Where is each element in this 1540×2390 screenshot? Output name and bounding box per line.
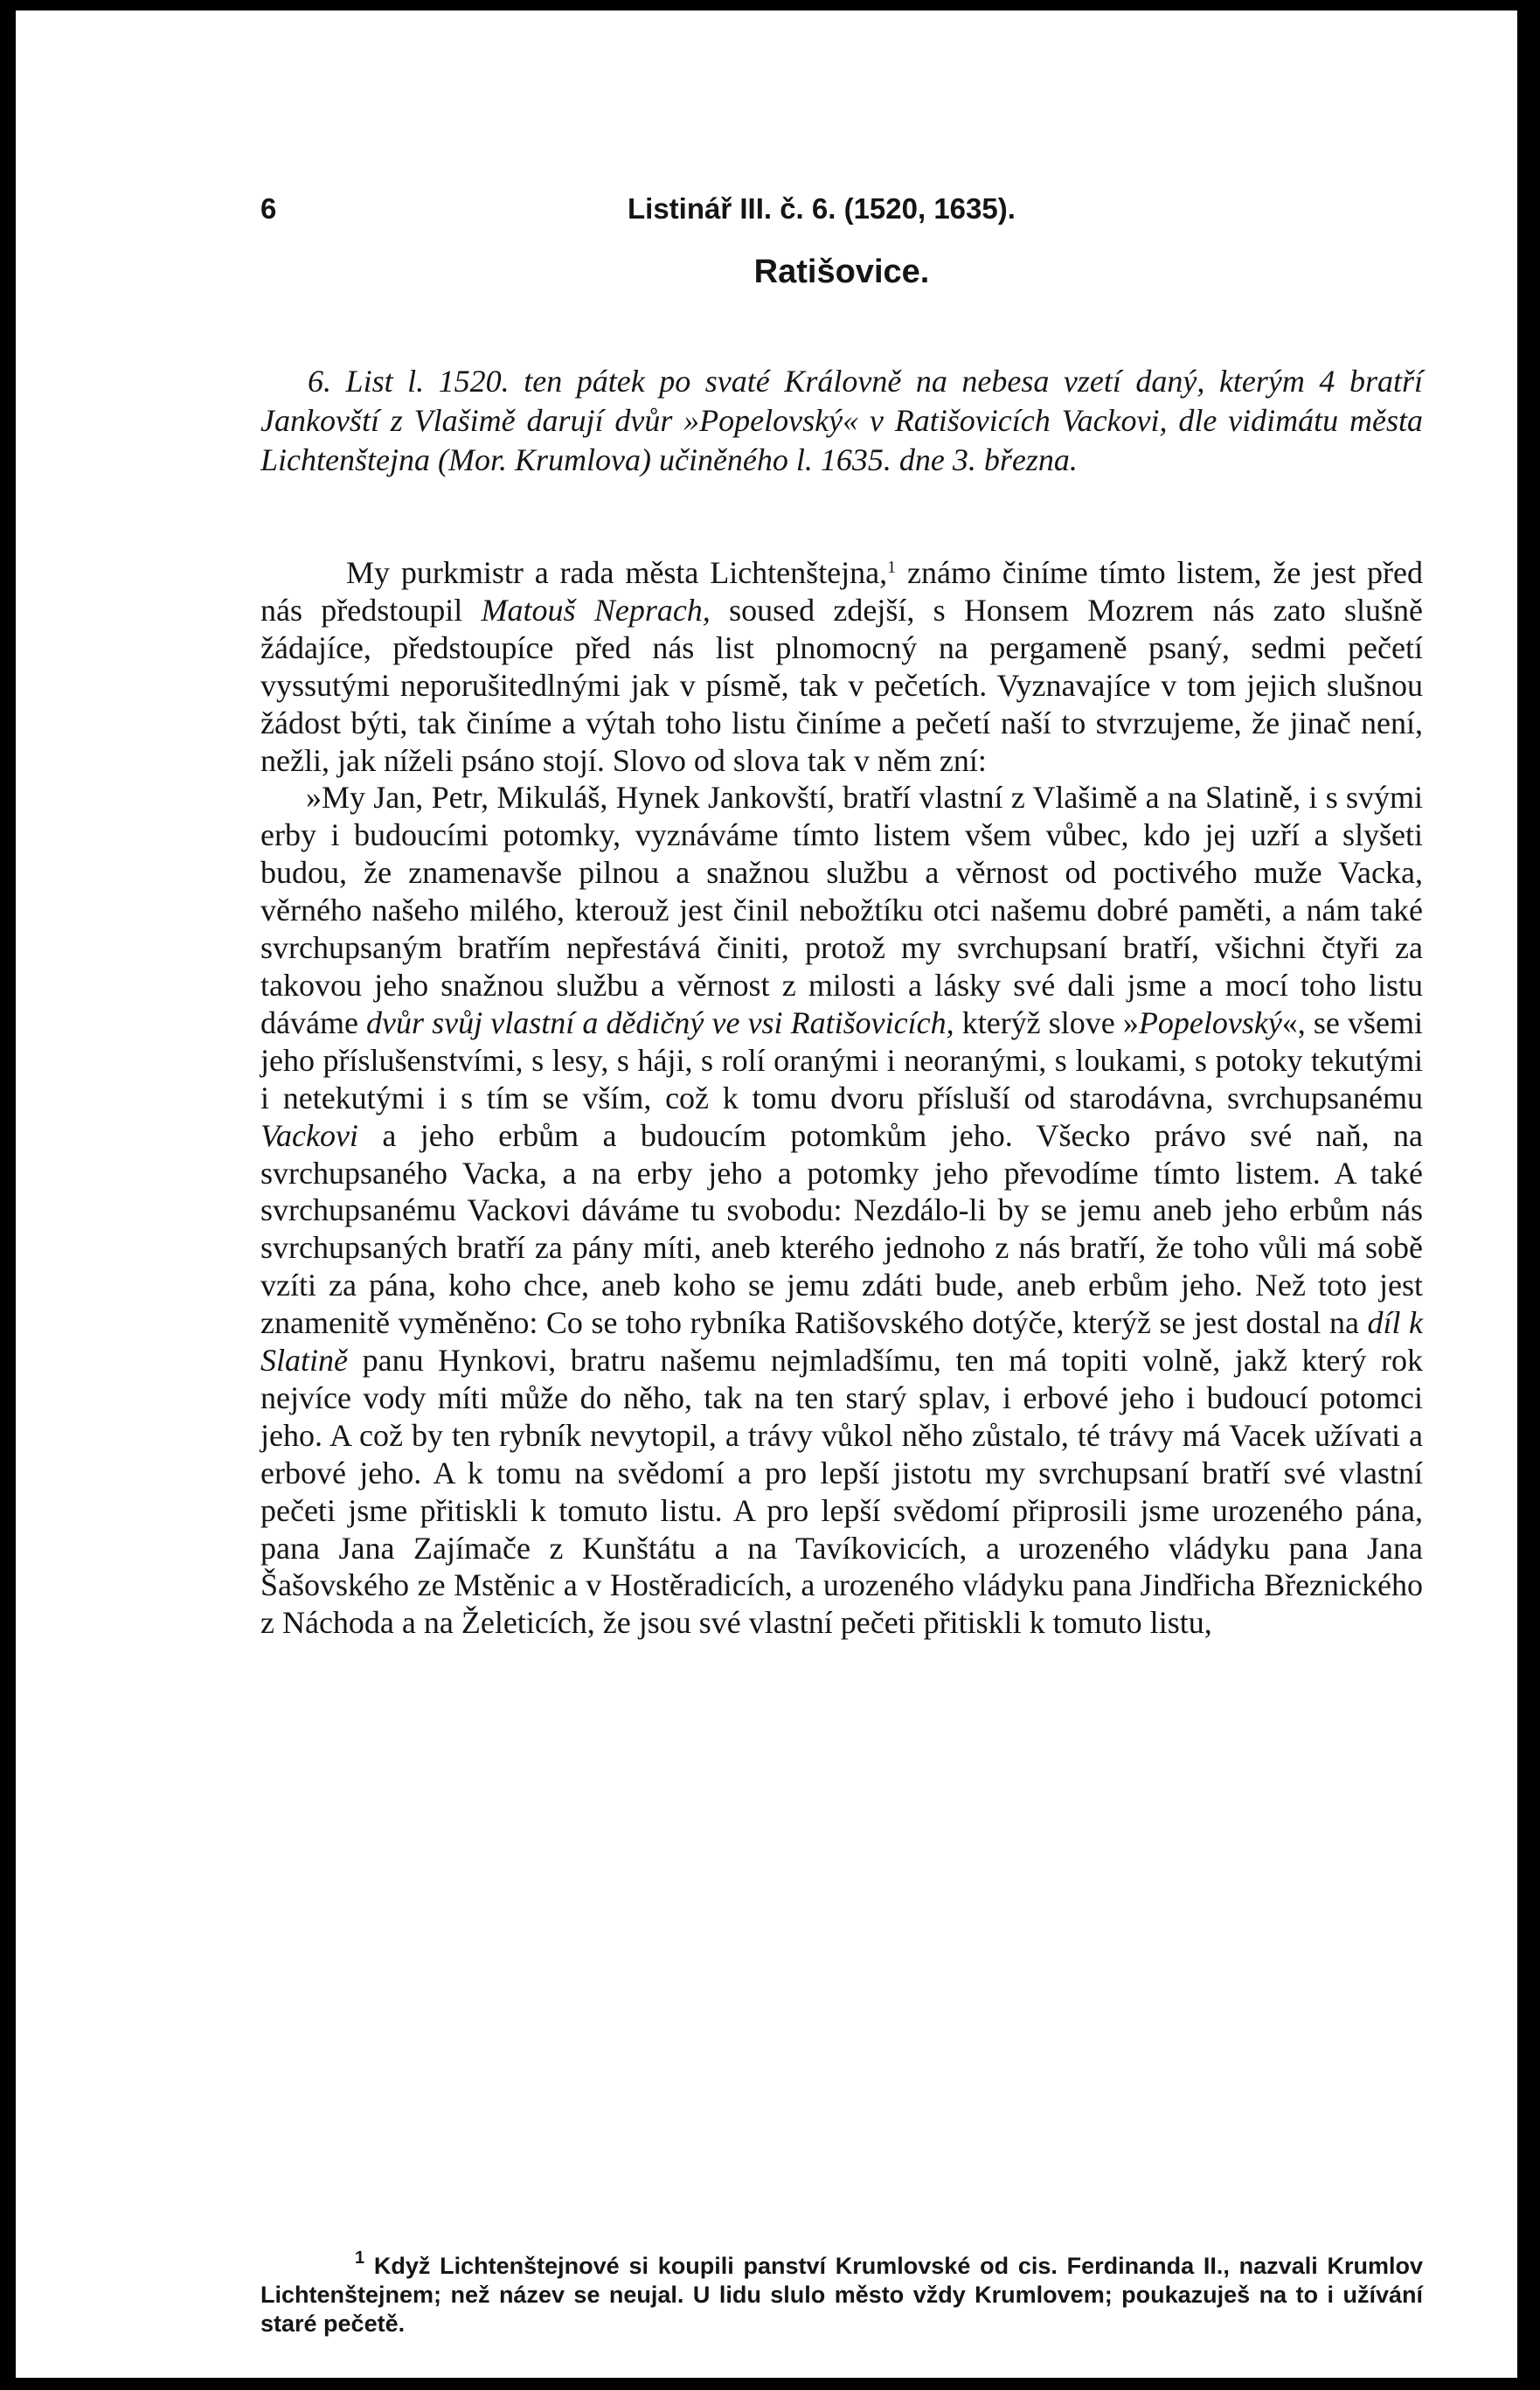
body-paragraph-1 — [260, 554, 1423, 779]
emphasis-text: díl k Slatině — [260, 1305, 1424, 1379]
footnote-text: Když Lichtenštejnové si koupili panství Krumlovské od cis. Ferdinanda II., nazvali Krumlov Lichtenštejnem; než název se neujal. U lidu slulo město vždy Krumlovem; poukazuješ na to i užívání staré pečetě. — [260, 2253, 1423, 2337]
body-text: kterýž slove » — [954, 1004, 1139, 1040]
page-number: 6 — [260, 192, 277, 225]
person-name: Matouš Neprach, — [481, 592, 711, 628]
running-title: Listinář III. č. 6. (1520, 1635). — [628, 192, 1016, 225]
body-text: panu Hynkovi, bratru našemu nejmladšímu, ten má topiti volně, jakž který rok nejvíce vody míti může do něho, tak na ten starý splav, i erbové jeho i budoucí potomci jeho. A což by ten rybník nevytopil, a trávy vůkol něho zůstalo, té trávy má Vacek užívati a erbové jeho. A k tomu na svědomí a pro lepší jistotu my svrchupsaní bratří své vlastní pečeti jsme přitiskli k tomuto listu. A pro lepší svědomí připrosili jsme urozeného pána, pana Jana Zajímače z Kunštátu a na Tavíkovicích, a urozeného vládyku pana Jana Šašovského ze Mstěnic a v Hostěradicích, a urozeného vládyku pana Jindřicha Březnického z Náchoda a na Želeticích, že jsou své vlastní pečeti přitiskli k tomuto listu, — [260, 1343, 1423, 1641]
emphasis-text: Popelovský — [1138, 1004, 1282, 1040]
document-body — [260, 554, 1423, 1642]
footnote-mark: 1 — [355, 2248, 365, 2268]
footnote-reference: 1 — [887, 558, 897, 577]
section-title: Ratišovice. — [753, 254, 930, 290]
emphasis-text: dvůr svůj vlastní a dědičný ve vsi Ratišovicích, — [366, 1004, 954, 1040]
document-page — [16, 10, 1517, 2378]
body-text: soused zdejší, s Honsem Mozrem nás zato slušně žádajíce, předstoupíce před nás list plnomocný na pergameně psaný, sedmi pečetí vyssutými neporušitedlnými jak v písmě, tak v pečetích. Vyznavajíce v tom jejich slušnou žádost býti, tak činíme a výtah toho listu činíme a pečetí naší to stvrzujeme, že jinač není, nežli, jak níželi psáno stojí. Slovo od slova tak v něm zní: — [260, 592, 1423, 778]
body-text: «, se všemi jeho příslušenstvími, s lesy, s háji, s rolí oranými i neoranými, s loukami, s potoky tekutými i netekutými i s tím se vším, což k tomu dvoru přísluší od starodávna, svrchupsanému — [260, 1004, 1423, 1115]
running-header — [260, 192, 1423, 241]
body-paragraph-2 — [260, 779, 1423, 1642]
footnote — [260, 2248, 1423, 2338]
body-text: známo činíme tímto listem, že jest před nás předstoupil — [260, 555, 1423, 628]
body-text: »My Jan, Petr, Mikuláš, Hynek Jankovští, bratří vlastní z Vlašimě a na Slatině, i s svými erby i budoucími potomky, vyznáváme tímto listem všem vůbec, kdo jej uzří a slyšeti budou, že znamenavše pilnou a snažnou službu a věrnost od poctivého muže Vacka, věrného našeho milého, kterouž jest činil nebožtíku otci našemu dobré paměti, a nám také svrchupsaným bratřím nepřestává činiti, protož my svrchupsaní bratří, všichni čtyři za takovou jeho snažnou službu a věrnost z milosti a lásky své dali jsme a mocí toho listu dáváme — [260, 780, 1423, 1040]
regest-summary: 6. List l. 1520. ten pátek po svaté Královně na nebesa vzetí daný, kterým 4 bratří Jankovští z Vlašimě darují dvůr »Popelovský« v Ratišovicích Vackovi, dle vidimátu města Lichtenštejna (Mor. Krumlova) učiněného l. 1635. dne 3. března. — [260, 364, 1423, 477]
emphasis-text: Vackovi — [260, 1117, 358, 1153]
body-text: My purkmistr a rada města Lichtenštejna, — [346, 555, 888, 590]
body-text: a jeho erbům a budoucím potomkům jeho. Všecko právo své naň, na svrchupsaného Vacka, a na erby jeho a potomky jeho převodíme tímto listem. A také svrchupsanému Vackovi dáváme tu svobodu: Nezdálo-li by se jemu aneb jeho erbům nás svrchupsaných bratří za pány míti, aneb kterého jednoho z nás bratří, že toho vůli má sobě vzíti za pána, koho chce, aneb koho se jemu zdáti bude, aneb erbům jeho. Než toto jest znamenitě vyměněno: Co se toho rybníka Ratišovského dotýče, kterýž se jest dostal na — [260, 1117, 1423, 1341]
